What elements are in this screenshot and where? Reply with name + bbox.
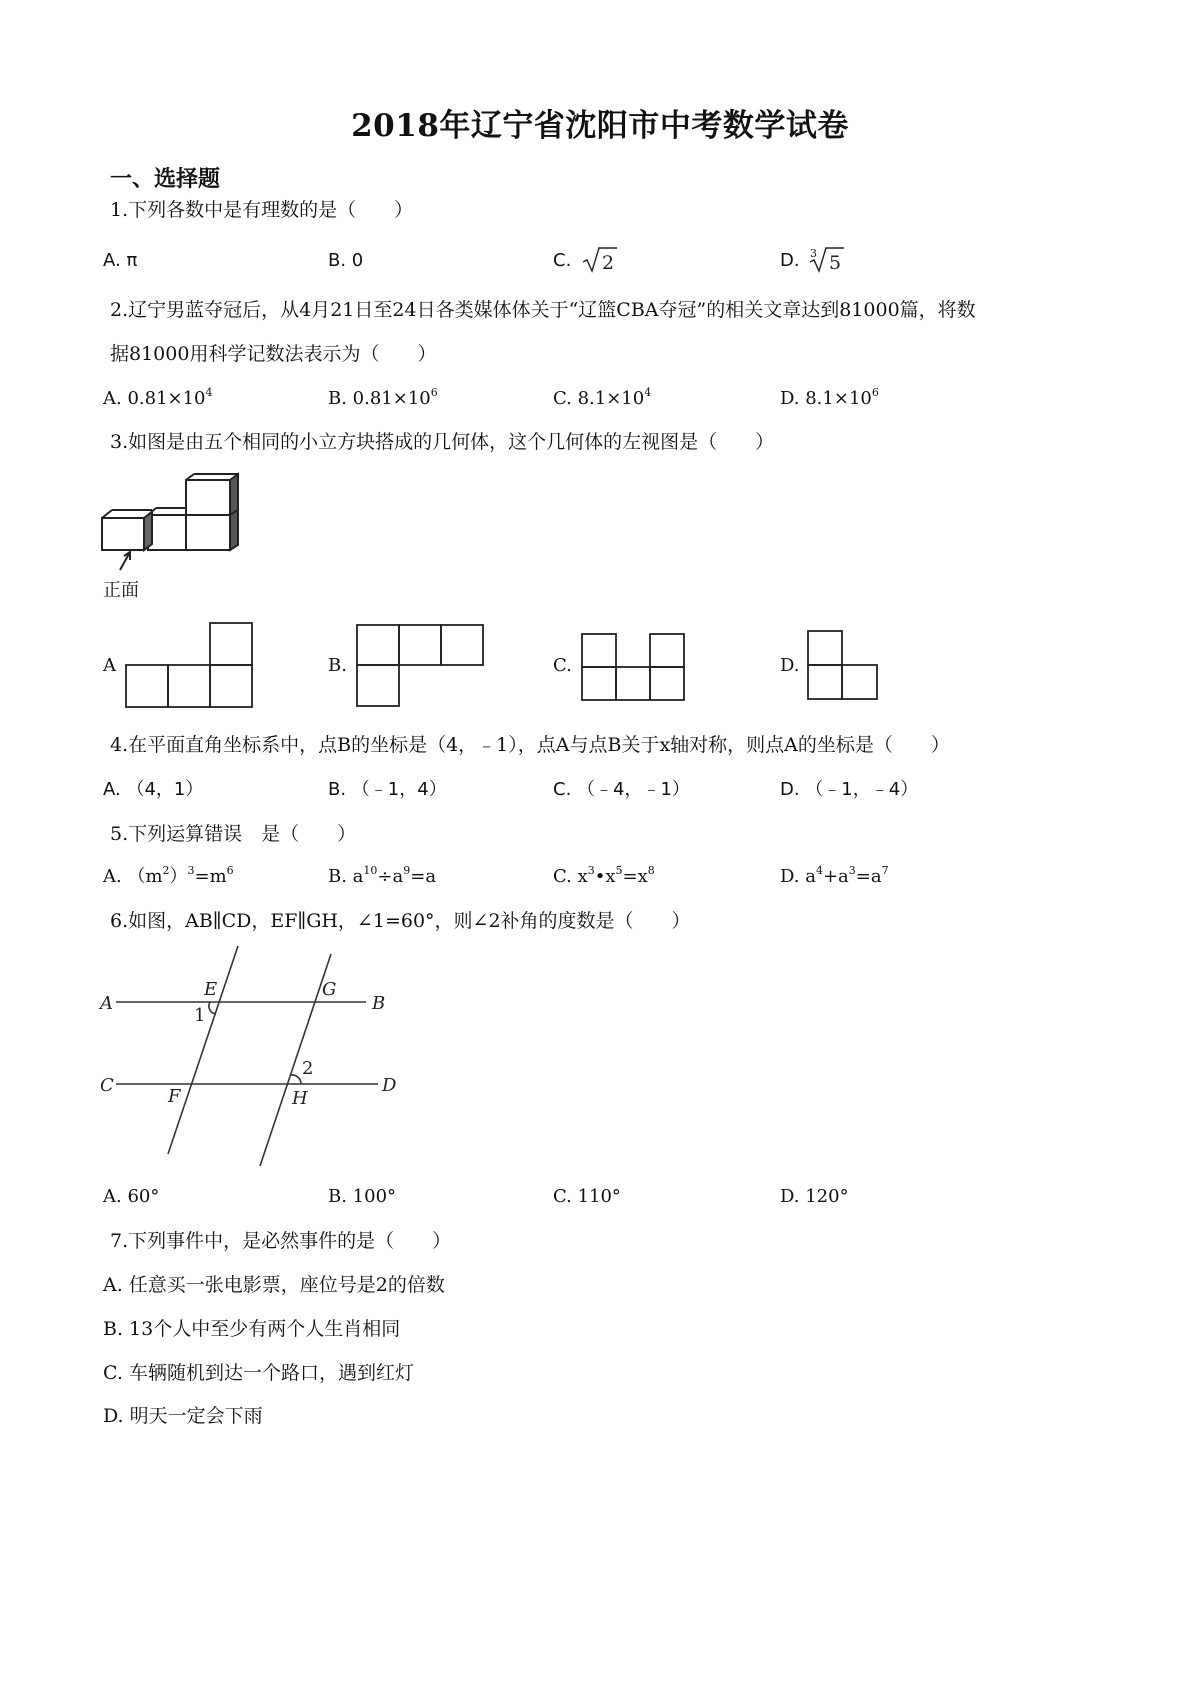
q1-c-radicand: 2	[602, 252, 615, 274]
q5-option-a: A. $(m^2)^3=m^6$	[103, 864, 234, 887]
label-c: C	[100, 1075, 114, 1096]
q1-d-radicand: 5	[829, 252, 842, 274]
line-gh	[260, 954, 331, 1166]
q3-option-c-figure	[582, 633, 692, 703]
page-title: 2018年辽宁省沈阳市中考数学试卷	[351, 108, 849, 144]
angle-2-arc	[291, 1075, 301, 1084]
front-view-label: 正面	[103, 580, 139, 601]
line-ef	[168, 946, 238, 1154]
question-2-stem-line-2: 据81000用科学记数法表示为（ ）	[110, 343, 437, 365]
q7-option-a: A. 任意买一张电影票，座位号是2的倍数	[103, 1274, 445, 1296]
question-7-stem: 7.下列事件中，是必然事件的是（ ）	[110, 1230, 452, 1252]
sqrt-symbol	[581, 245, 621, 275]
q4-option-a: A. （4，1）	[103, 779, 204, 800]
section-heading: 一、选择题	[110, 166, 221, 192]
q1-option-a: A. π	[103, 250, 138, 271]
q2-option-b: B. $0.81\times 10^6$	[328, 386, 438, 409]
q3-option-d-label: D.	[780, 655, 800, 676]
q3-option-b-label: B.	[328, 655, 347, 676]
q2-option-d: D. $8.1\times 10^6$	[780, 386, 879, 409]
q3-option-a-label: A	[103, 655, 116, 676]
question-4-stem: 4.在平面直角坐标系中，点B的坐标是（4，﹣1），点A与点B关于x轴对称，则点A的坐标是（ ）	[110, 734, 950, 756]
q6-option-d: D. 120°	[780, 1186, 849, 1207]
parallel-lines-figure	[98, 942, 418, 1172]
question-6-stem: 6.如图，AB∥CD，EF∥GH，∠1=60°，则∠2补角的度数是（ ）	[110, 910, 691, 932]
q4-option-c: C. （﹣4，﹣1）	[553, 779, 690, 800]
label-a: A	[100, 993, 113, 1014]
q1-d-index: 3	[810, 247, 817, 260]
label-d: D	[382, 1075, 397, 1096]
q6-option-a: A. 60°	[103, 1186, 160, 1207]
q3-option-a-figure	[126, 622, 256, 712]
label-f: F	[168, 1086, 181, 1107]
label-e: E	[204, 979, 218, 1000]
q2-option-a: A. $0.81\times 10^4$	[103, 386, 213, 409]
q3-option-c-label: C.	[553, 655, 572, 676]
q1-option-c-label: C.	[553, 250, 572, 271]
label-g: G	[322, 979, 337, 1000]
question-2-stem-line-1: 2.辽宁男蓝夺冠后，从4月21日至24日各类媒体体关于“辽篮CBA夺冠”的相关文章达到81000篇，将数	[110, 299, 976, 321]
q5-option-c: C. $x^3•x^5=x^8$	[553, 864, 655, 887]
label-angle-1: 1	[194, 1005, 206, 1026]
q4-option-b: B. （﹣1，4）	[328, 779, 447, 800]
q7-option-d: D. 明天一定会下雨	[103, 1405, 263, 1427]
q3-option-d-figure	[808, 630, 888, 710]
q7-option-b: B. 13个人中至少有两个人生肖相同	[103, 1318, 401, 1340]
question-5-stem: 5.下列运算错误 是（ ）	[110, 823, 357, 845]
q6-option-b: B. 100°	[328, 1186, 397, 1207]
q6-option-c: C. 110°	[553, 1186, 621, 1207]
label-b: B	[372, 993, 386, 1014]
q1-option-c	[553, 248, 615, 274]
q7-option-c: C. 车辆随机到达一个路口，遇到红灯	[103, 1362, 414, 1384]
q3-option-b-figure	[357, 624, 487, 714]
q5-option-b: B. $a^{10}\div a^9=a$	[328, 864, 437, 887]
question-3-stem: 3.如图是由五个相同的小立方块搭成的几何体，这个几何体的左视图是（ ）	[110, 431, 775, 453]
q4-option-d: D. （﹣1，﹣4）	[780, 779, 919, 800]
q1-option-d-label: D.	[780, 250, 800, 271]
q1-option-d	[780, 247, 842, 274]
label-h: H	[292, 1088, 308, 1109]
q5-option-d: D. $a^4+a^3=a^7$	[780, 864, 889, 887]
label-angle-2: 2	[302, 1058, 314, 1079]
q2-option-c: C. $8.1\times 10^4$	[553, 386, 652, 409]
q1-option-b: B. 0	[328, 250, 364, 271]
cube-root-symbol	[808, 245, 848, 275]
question-1-stem: 1.下列各数中是有理数的是（ ）	[110, 199, 414, 221]
